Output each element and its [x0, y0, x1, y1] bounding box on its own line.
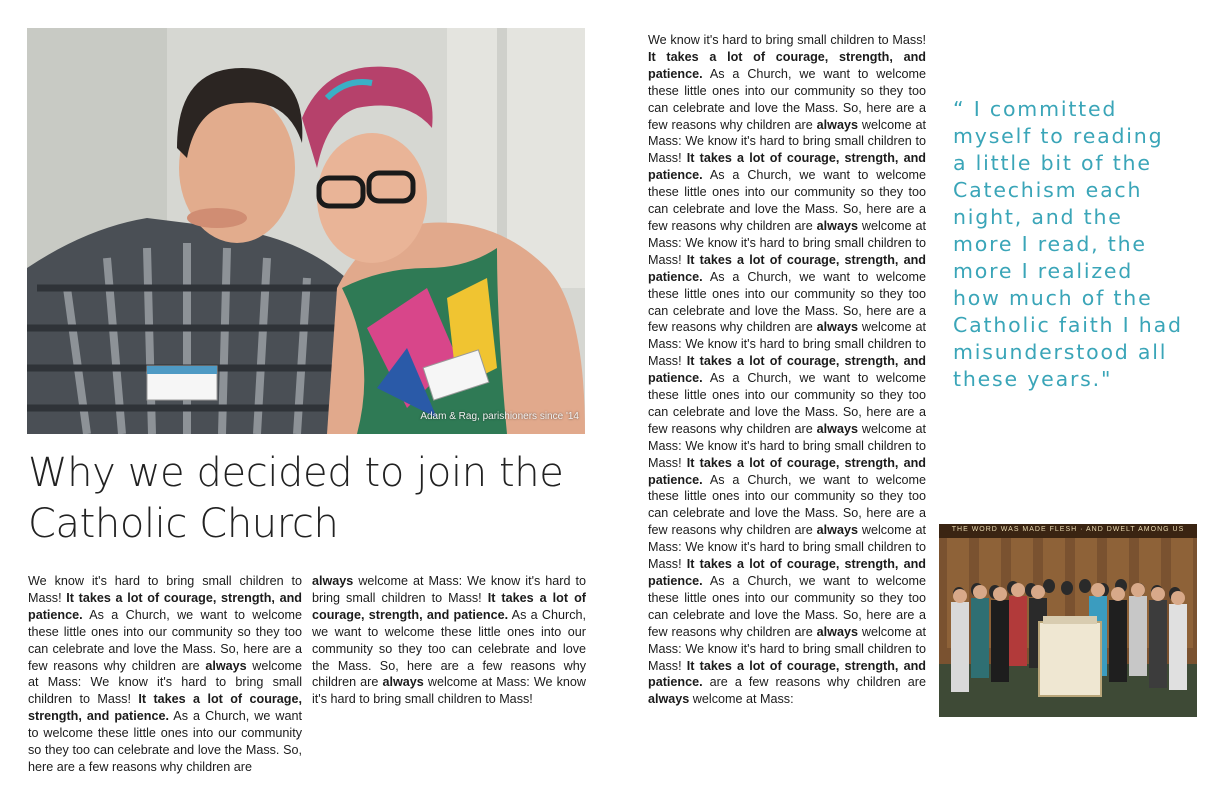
body-text: As a Church, we want to welcome these little ones into our community so they too can celebrate and love the Mass. So, here are a few reasons why children are [648, 371, 926, 436]
couple-photo [27, 28, 585, 434]
body-text: welcome at Mass: [648, 624, 926, 656]
article-title-line2: Catholic Church [28, 501, 339, 547]
body-bold-text: It takes a lot of courage, strength, and patience. [648, 557, 926, 588]
body-text: As a Church, we want to welcome these little ones into our community so they too can celebrate and love the Mass. So, here are a few reasons why children are [648, 66, 926, 132]
body-text: We know it's hard to bring small children to Mass! [28, 675, 302, 707]
body-bold-text: It takes a lot of courage, strength, and patience. [312, 590, 586, 622]
body-text: welcome at Mass: [648, 320, 926, 352]
body-text: We know it's hard to bring small children to Mass! [648, 438, 926, 470]
body-text: welcome at Mass: [689, 692, 794, 707]
body-text: welcome at Mass: [353, 574, 468, 588]
body-text: We know it's hard to bring small children to Mass! [312, 675, 587, 707]
group-photo-illustration [939, 524, 1197, 717]
body-text: We know it's hard to bring small children to Mass! [648, 235, 926, 267]
body-bold-text: always [205, 658, 247, 673]
body-bold-text: It takes a lot of courage, strength, and patience. [28, 590, 302, 622]
body-bold-text: It takes a lot of courage, strength, and patience. [648, 49, 926, 81]
body-text: As a Church, we want to welcome these little ones into our community so they too can celebrate and love the Mass. So, here are a few reasons why children are [28, 607, 302, 673]
body-text: We know it's hard to bring small children to Mass! [648, 540, 926, 572]
body-text: welcome at Mass: [648, 421, 926, 453]
body-bold-text: It takes a lot of courage, strength, and patience. [648, 354, 926, 386]
article-title-line1: Why we decided to join the [28, 450, 564, 496]
article-title [28, 448, 588, 550]
body-column-3 [648, 32, 926, 708]
body-bold-text: always [648, 692, 690, 707]
couple-photo-illustration [27, 28, 585, 434]
body-text: As a Church, we want to welcome these little ones into our community so they too can celebrate and love the Mass. So, here are a few reasons why children are [648, 168, 926, 233]
group-photo-banner: THE WORD WAS MADE FLESH · AND DWELT AMONG US [951, 526, 1185, 533]
body-text: As a Church, we want to welcome these little ones into our community so they too can celebrate and love the Mass. So, here are a few reasons why children are [312, 607, 586, 690]
body-bold-text: always [312, 574, 354, 588]
body-bold-text: It takes a lot of courage, strength, and patience. [648, 658, 926, 690]
body-bold-text: It takes a lot of courage, strength, and patience. [648, 151, 926, 183]
body-bold-text: It takes a lot of courage, strength, and patience. [648, 455, 926, 487]
body-text: We know it's hard to bring small children to Mass! [28, 574, 302, 605]
body-bold-text: always [382, 675, 424, 690]
body-text: We know it's hard to bring small children to Mass! [648, 337, 926, 369]
body-text: welcome at Mass: [423, 675, 534, 690]
body-text [703, 675, 710, 689]
body-bold-text: always [816, 624, 858, 639]
body-bold-text: It takes a lot of courage, strength, and patience. [28, 692, 302, 724]
photo-caption: Adam & Rag, parishioners since '14 [420, 411, 579, 422]
body-text: welcome at Mass: [648, 218, 926, 250]
body-text: We know it's hard to bring small children to Mass! [648, 134, 926, 166]
body-bold-text: always [816, 320, 858, 335]
body-text: welcome at Mass: [648, 117, 926, 149]
body-bold-text: always [816, 421, 858, 436]
body-text: As a Church, we want to welcome these little ones into our community so they too can celebrate and love the Mass. So, here are a few reasons why children are [648, 574, 926, 639]
body-text: As a Church, we want to welcome these little ones into our community so they too can celebrate and love the Mass. So, here are a few reasons why children are [28, 709, 302, 774]
body-bold-text: It takes a lot of courage, strength, and patience. [648, 252, 926, 284]
body-text: As a Church, we want to welcome these little ones into our community so they too can celebrate and love the Mass. So, here are a few reasons why children are [648, 269, 926, 335]
body-text: We know it's hard to bring small children to Mass! [648, 33, 926, 47]
body-bold-text: always [816, 218, 858, 233]
body-text: As a Church, we want to welcome these little ones into our community so they too can celebrate and love the Mass. So, here are a few reasons why children are [648, 472, 926, 538]
body-text: We know it's hard to bring small children to Mass! [648, 641, 926, 673]
body-column-2 [312, 573, 586, 708]
pull-quote: “ I committed myself to reading a little bit of the Catechism each night, and the more I read, the more I realized how much of the Catholic faith I had misunderstood all these years." [953, 97, 1183, 391]
body-bold-text: always [816, 117, 858, 132]
body-text: welcome at Mass: [28, 658, 302, 690]
body-text: We know it's hard to bring small children to Mass! [312, 574, 587, 605]
body-text: are a few reasons why children are [709, 675, 926, 690]
group-photo [939, 524, 1197, 717]
body-bold-text: always [816, 523, 858, 538]
body-text: welcome at Mass: [648, 523, 926, 555]
body-column-1 [28, 573, 302, 776]
